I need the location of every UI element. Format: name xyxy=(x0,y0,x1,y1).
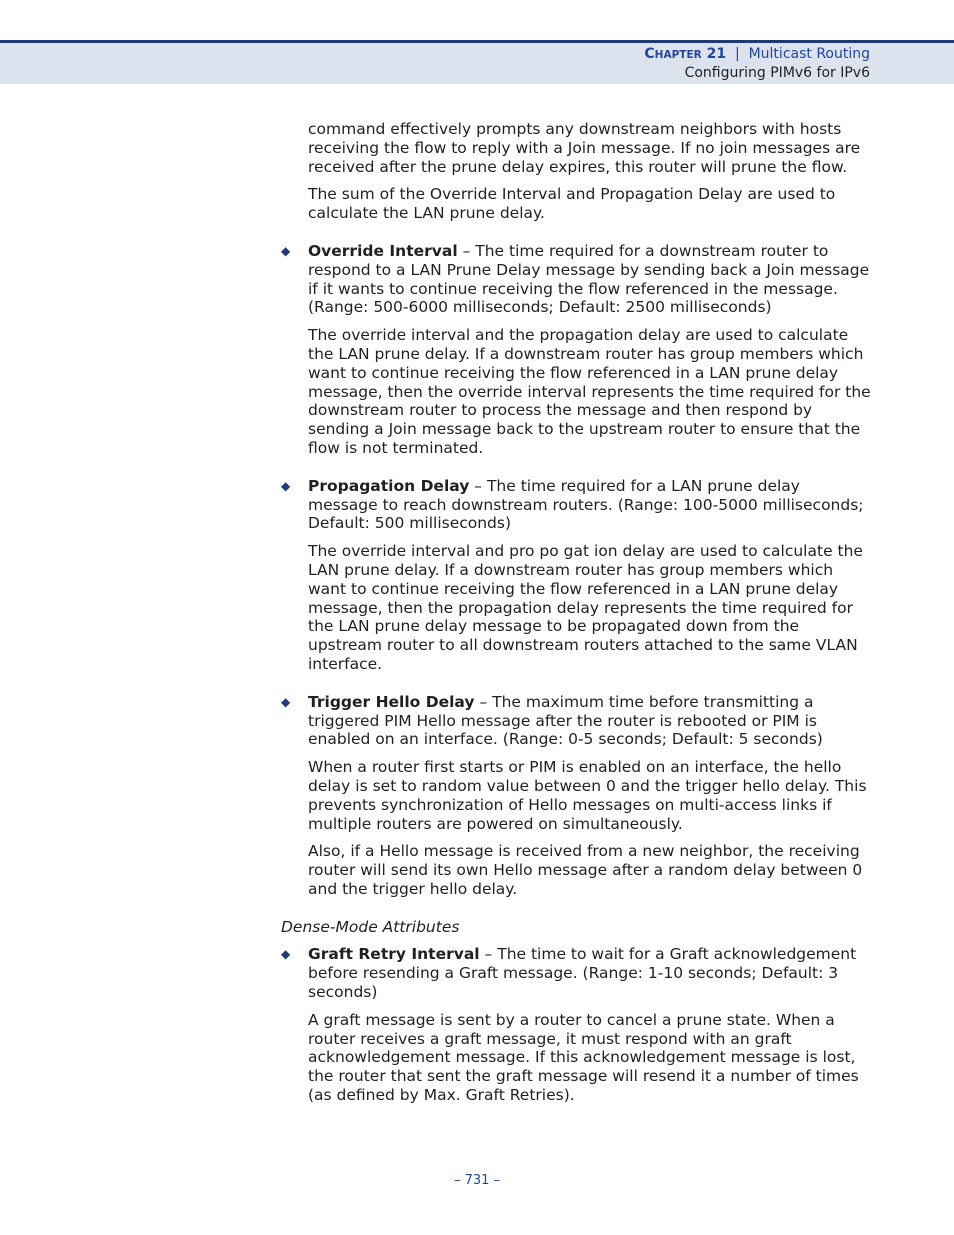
diamond-bullet-icon: ◆ xyxy=(281,694,291,709)
paragraph: command effectively prompts any downstream neighbors with hosts receiving the flow to reply with a Join message. If no join messages are received after the prune delay expires, this router will prune the flow. xyxy=(308,120,861,176)
page-number: – 731 – xyxy=(453,1173,501,1188)
term-description: – The time required for a downstream router to respond to a LAN Prune Delay message by sending back a Join message if it wants to continue receiving the flow referenced in the message. (Range: 500-6000 milliseconds; Default: 2500 milliseconds) xyxy=(308,241,870,317)
paragraph: The override interval and pro po gat ion delay are used to calculate the LAN prune delay. If a downstream router has group members which want to continue receiving the flow referenced in a LAN prune delay message, then the propagation delay represents the time required for the LAN prune delay message to be propagated down from the upstream router to all downstream routers attached to the same VLAN interface. xyxy=(308,542,863,673)
term-description: – The time required for a LAN prune delay message to reach downstream routers. (Range: 100-5000 milliseconds; Default: 500 milliseconds) xyxy=(308,476,864,533)
header-separator: | xyxy=(734,46,740,62)
bullet-graft-retry-interval xyxy=(281,945,871,1001)
bullet-propagation-delay xyxy=(281,477,871,533)
bullet-override-interval xyxy=(281,242,871,317)
term: Graft Retry Interval xyxy=(308,945,480,964)
chapter-label: CHAPTER 21 xyxy=(644,46,727,62)
subheading-dense-mode: Dense-Mode Attributes xyxy=(281,917,460,936)
diamond-bullet-icon: ◆ xyxy=(281,243,291,258)
diamond-bullet-icon: ◆ xyxy=(281,478,291,493)
term: Trigger Hello Delay xyxy=(308,692,475,711)
chapter-title: Multicast Routing xyxy=(748,46,870,62)
term: Override Interval xyxy=(308,241,458,260)
term-description: – The maximum time before transmitting a triggered PIM Hello message after the router is rebooted or PIM is enabled on an interface. (Range: 0-5 seconds; Default: 5 seconds) xyxy=(308,692,823,749)
paragraph: The override interval and the propagation delay are used to calculate the LAN prune delay. If a downstream router has group members which want to continue receiving the flow referenced in a LAN prune delay message, then the override interval represents the time required for the downstream router to process the message and then respond by sending a Join message back to the upstream router to ensure that the flow is not terminated. xyxy=(308,326,871,457)
term-description: – The time to wait for a Graft acknowledgement before resending a Graft message. (Range: 1-10 seconds; Default: 3 seconds) xyxy=(308,945,857,1002)
bullet-trigger-hello-delay xyxy=(281,693,871,749)
paragraph: Also, if a Hello message is received from a new neighbor, the receiving router will send its own Hello message after a random delay between 0 and the trigger hello delay. xyxy=(308,842,863,898)
page-content xyxy=(281,120,871,1105)
page-header xyxy=(0,43,954,84)
chapter-heading xyxy=(644,46,870,62)
paragraph: The sum of the Override Interval and Propagation Delay are used to calculate the LAN prune delay. xyxy=(308,185,836,223)
paragraph: A graft message is sent by a router to cancel a prune state. When a router receives a graft message, it must respond with an graft acknowledgement message. If this acknowledgement message is lost, the router that sent the graft message will resend it a number of times (as defined by Max. Graft Retries). xyxy=(308,1010,859,1105)
section-title: Configuring PIMv6 for IPv6 xyxy=(684,65,870,81)
paragraph: When a router first starts or PIM is enabled on an interface, the hello delay is set to random value between 0 and the trigger hello delay. This prevents synchronization of Hello messages on multi-access links if multiple routers are powered on simultaneously. xyxy=(308,758,867,833)
diamond-bullet-icon: ◆ xyxy=(281,947,291,962)
term: Propagation Delay xyxy=(308,476,470,495)
